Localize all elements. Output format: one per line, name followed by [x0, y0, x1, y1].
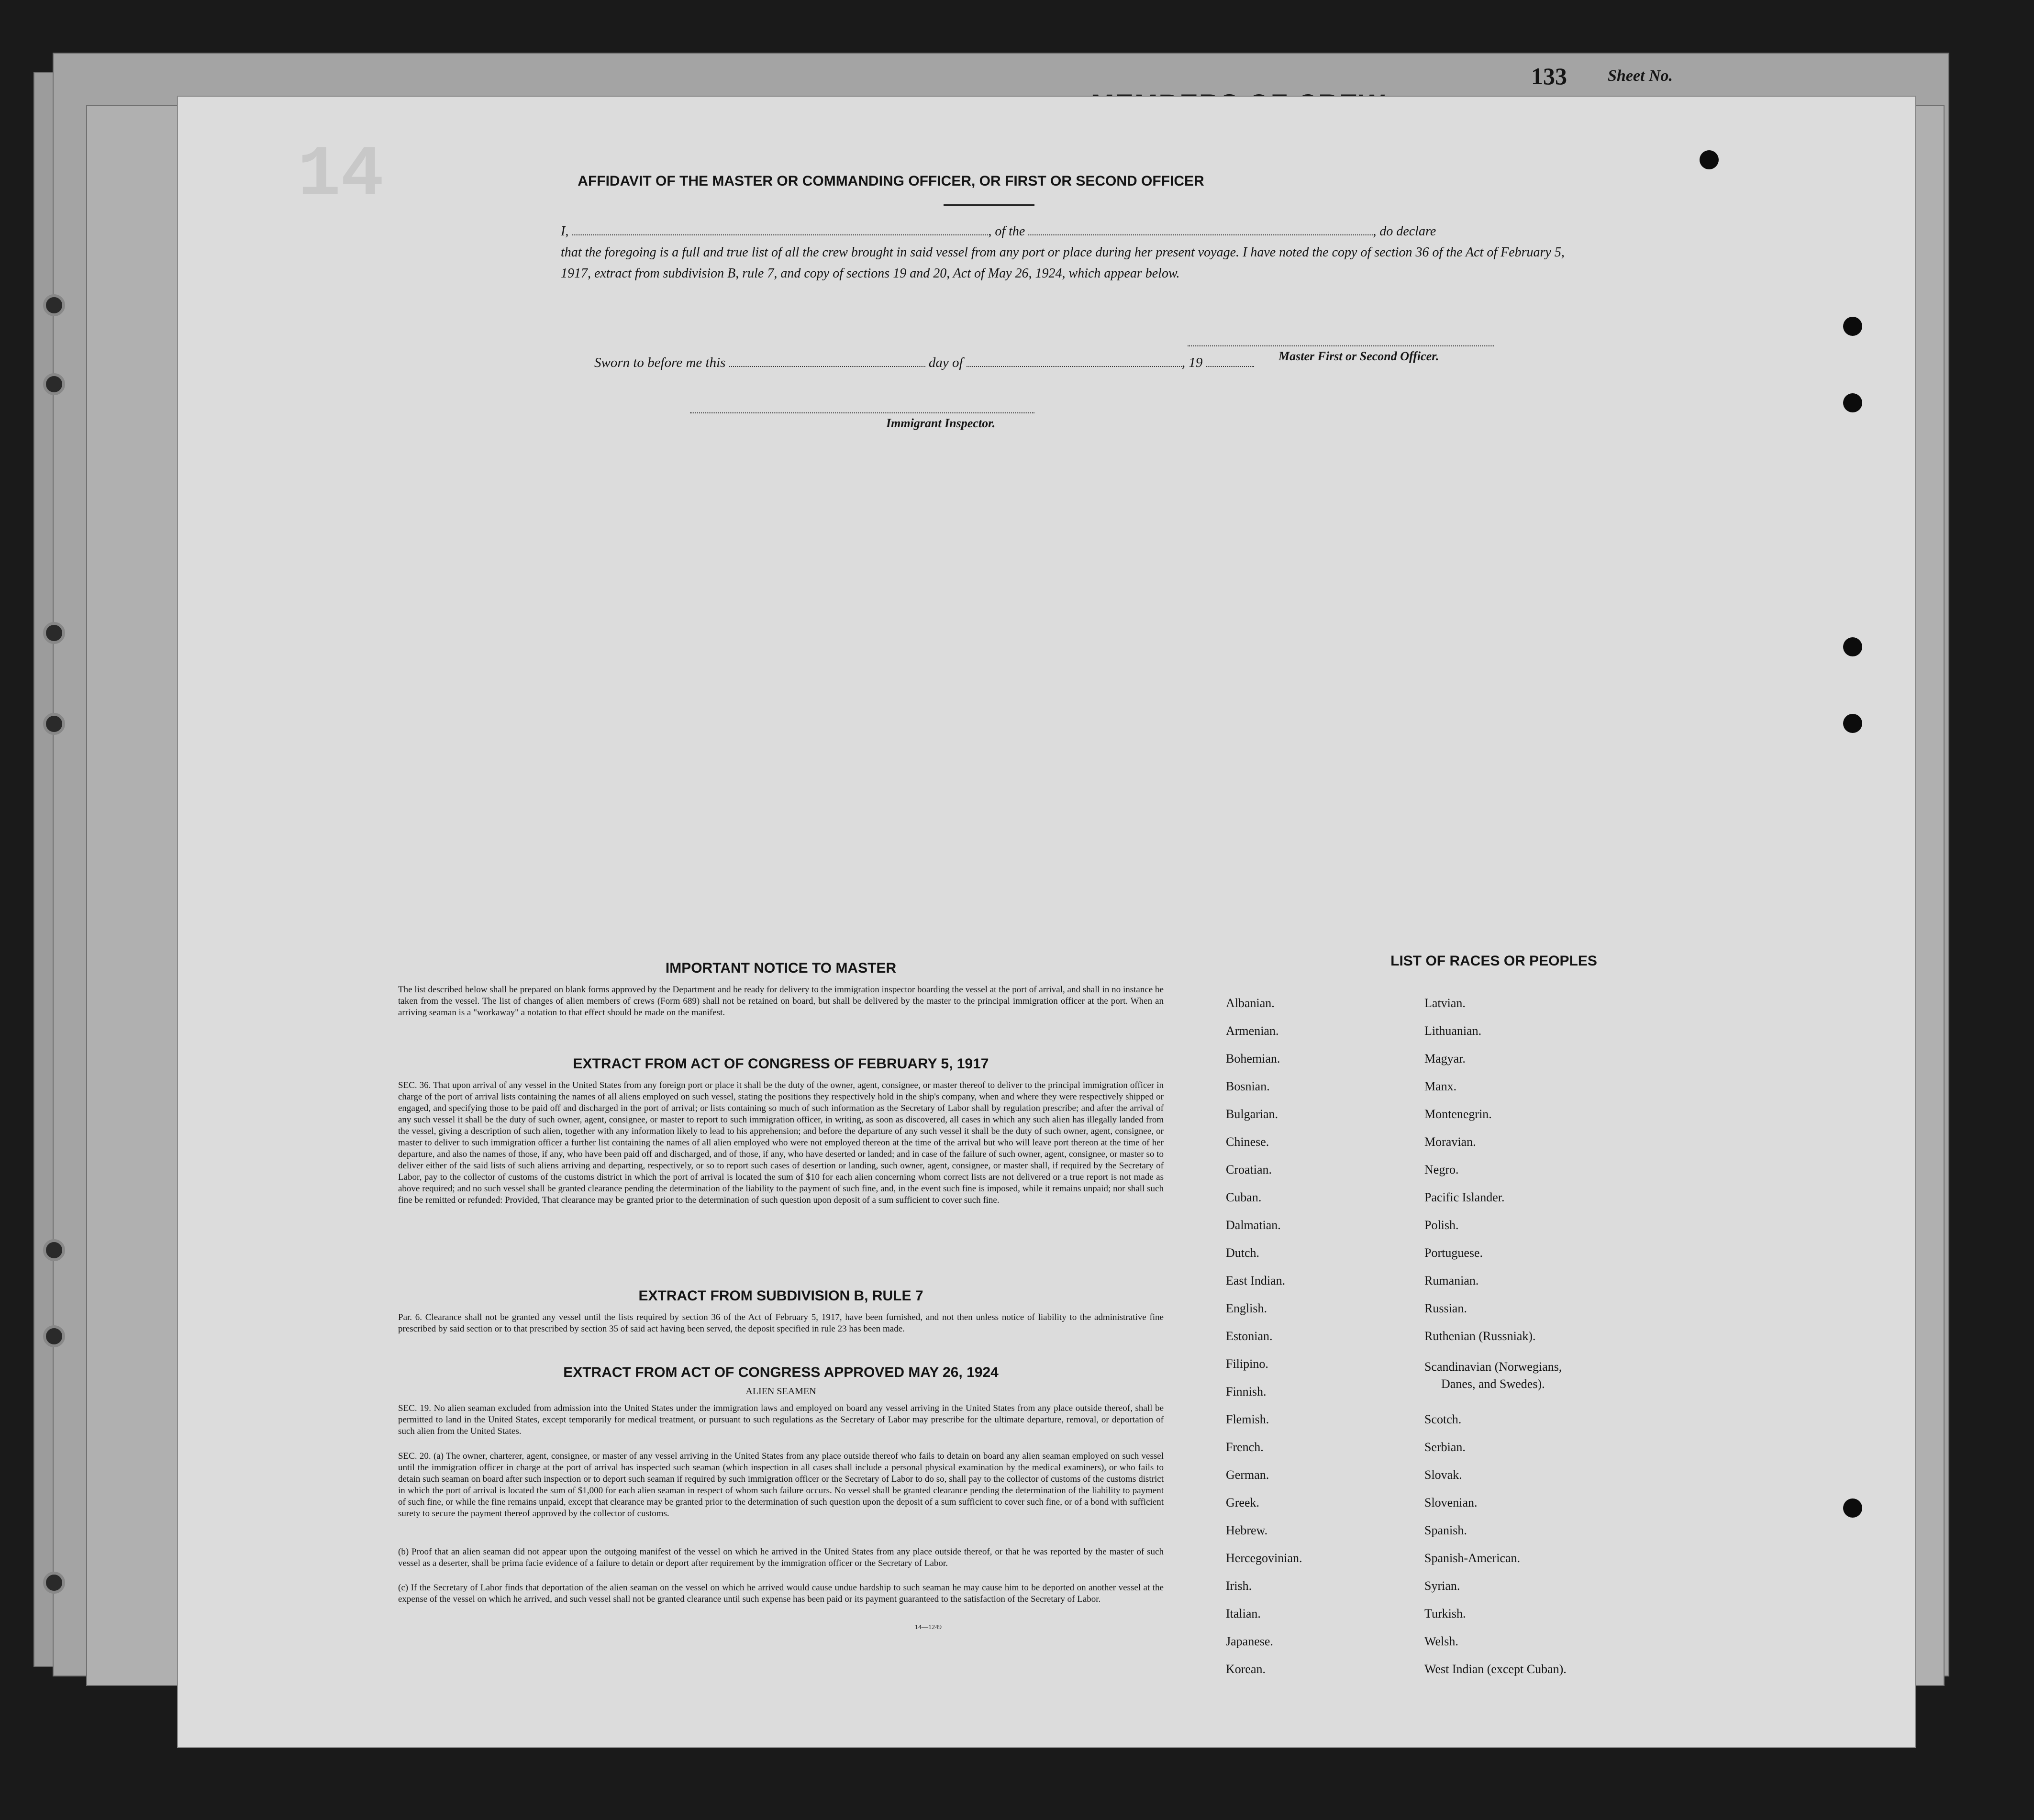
race-item: Turkish.: [1424, 1607, 1466, 1620]
punch-hole: [1843, 637, 1862, 656]
race-item: Estonian.: [1226, 1329, 1273, 1343]
punch-hole: [1843, 317, 1862, 336]
affidavit-title: AFFIDAVIT OF THE MASTER OR COMMANDING OFFICER, OR FIRST OR SECOND OFFICER: [578, 173, 1204, 189]
day-of-label: day of: [928, 355, 963, 370]
race-item: Montenegrin.: [1424, 1107, 1492, 1121]
race-item: Pacific Islander.: [1424, 1190, 1505, 1204]
race-item: Albanian.: [1226, 996, 1275, 1010]
sworn-line: [594, 355, 1254, 371]
race-item: Slovak.: [1424, 1468, 1462, 1482]
race-item: Cuban.: [1226, 1190, 1262, 1204]
notice-text: The list described below shall be prepared on blank forms approved by the Department and be ready for delivery to the immigration inspector boarding the vessel at the port of arrival, and shall in no instance be taken from the vessel. The list of changes of alien members of crews (Form 689) shall not be retained on board, but shall be delivered by the master to the principal immigration officer at the port. When an arriving seaman is a "workaway" a notation to that effect should be made on the manifest.: [398, 985, 1164, 1018]
affidavit-of-the: , of the: [988, 224, 1025, 239]
rule7-title: EXTRACT FROM SUBDIVISION B, RULE 7: [638, 1288, 923, 1304]
sec20c-text: (c) If the Secretary of Labor finds that deportation of the alien seaman on the vessel on which he arrived would cause undue hardship to such seaman he may cause him to be deported on another vessel at the expense of the vessel on which he arrived, and such vessel shall not be granted clearance until such expense has been paid or its payment guaranteed to the satisfaction of the Secretary of Labor.: [398, 1583, 1164, 1604]
race-item: Syrian.: [1424, 1579, 1460, 1593]
year-prefix: , 19: [1181, 355, 1203, 370]
sec19-text: SEC. 19. No alien seaman excluded from admission into the United States under the immigration laws and employed on board any vessel arriving in the United States from any place outside thereof, shall be permitted to land in the United States, except temporarily for medical treatment, or pursuant to such regulations as the Secretary of Labor may prescribe for the ultimate departure, removal, or deportation of such alien from the United States.: [398, 1403, 1164, 1436]
race-item: Portuguese.: [1424, 1246, 1483, 1260]
stamped-number: 14: [298, 135, 384, 216]
punch-hole: [1843, 393, 1862, 412]
vessel-blank: [1028, 234, 1373, 235]
extract-1924-title: EXTRACT FROM ACT OF CONGRESS APPROVED MAY 26, 1924: [563, 1365, 999, 1380]
race-item: Hebrew.: [1226, 1523, 1268, 1537]
race-item: German.: [1226, 1468, 1269, 1482]
race-item: Hercegovinian.: [1226, 1551, 1302, 1565]
sworn-blank: [729, 366, 925, 367]
binder-hole: [43, 1325, 65, 1347]
page-number: 133: [1531, 63, 1567, 89]
races-title: LIST OF RACES OR PEOPLES: [1390, 953, 1597, 969]
race-item: Korean.: [1226, 1662, 1266, 1676]
race-item: Bulgarian.: [1226, 1107, 1278, 1121]
race-item: Negro.: [1424, 1163, 1459, 1176]
punch-hole: [1843, 1498, 1862, 1518]
sheet-number-label: Sheet No.: [1608, 67, 1673, 85]
race-item: Dalmatian.: [1226, 1218, 1281, 1232]
race-item: Danes, and Swedes).: [1441, 1377, 1545, 1391]
race-item: English.: [1226, 1301, 1267, 1315]
race-item: Magyar.: [1424, 1052, 1466, 1065]
inspector-signature-line: [690, 412, 1034, 413]
race-item: Scandinavian (Norwegians,: [1424, 1360, 1562, 1374]
race-item: Russian.: [1424, 1301, 1467, 1315]
race-item: Finnish.: [1226, 1385, 1267, 1398]
race-item: Filipino.: [1226, 1357, 1268, 1371]
binder-hole: [43, 1572, 65, 1594]
race-item: Dutch.: [1226, 1246, 1260, 1260]
race-item: Greek.: [1226, 1496, 1260, 1509]
punch-hole: [1843, 714, 1862, 733]
race-item: Chinese.: [1226, 1135, 1269, 1149]
name-blank: [572, 234, 988, 235]
race-item: Rumanian.: [1424, 1274, 1479, 1287]
notice-title: IMPORTANT NOTICE TO MASTER: [665, 960, 897, 976]
sworn-label: Sworn to before me this: [594, 355, 726, 370]
affidavit-body: that the foregoing is a full and true list of all the crew brought in said vessel from any port or place during her present voyage. I have noted the copy of section 36 of the Act of February 5, 1917, extract from subdivision B, rule 7, and copy of sections 19 and 20, Act of May 26, 1924, which appear below.: [561, 245, 1565, 281]
race-item: Latvian.: [1424, 996, 1466, 1010]
rule7-text: Par. 6. Clearance shall not be granted any vessel until the lists required by section 36 of the Act of February 5, 1917, have been furnished, and not then unless notice of liability to the administrative fine prescribed by said section or to that prescribed by section 35 of said act having been served, the deposit specified in rule 23 has been made.: [398, 1312, 1164, 1334]
binder-hole: [43, 713, 65, 735]
race-item: Irish.: [1226, 1579, 1252, 1593]
race-item: Manx.: [1424, 1079, 1457, 1093]
year-blank: [1206, 366, 1254, 367]
inspector-caption: Immigrant Inspector.: [886, 416, 996, 430]
race-item: Serbian.: [1424, 1440, 1466, 1454]
race-item: Bosnian.: [1226, 1079, 1270, 1093]
race-item: Spanish.: [1424, 1523, 1467, 1537]
race-item: Japanese.: [1226, 1634, 1273, 1648]
race-item: Slovenian.: [1424, 1496, 1478, 1509]
master-signature-line: [1188, 345, 1494, 346]
affidavit-i-label: I,: [561, 224, 569, 239]
binder-hole: [43, 294, 65, 316]
race-item: Scotch.: [1424, 1412, 1462, 1426]
extract-1924-subtitle: ALIEN SEAMEN: [745, 1386, 816, 1397]
race-item: East Indian.: [1226, 1274, 1286, 1287]
race-item: Moravian.: [1424, 1135, 1476, 1149]
form-number: 14—1249: [915, 1624, 942, 1631]
sec20a-text: SEC. 20. (a) The owner, charterer, agent, consignee, or master of any vessel arriving in the United States from any place outside thereof who fails to detain on board any alien seaman employed on such vessel until the immigration officer in charge at the port of arrival has inspected such seaman (which inspection in all cases shall include a personal physical examination by the medical examiners), or who fails to detain such seaman on board after such inspection or to deport such seaman if required by such immigration officer or the Secretary of Labor to do so, shall pay to the collector of customs of the customs district in which the port of arrival is located the sum of $1,000 for each alien seaman in respect of whom such failure occurs. No vessel shall be granted clearance pending the determination of the liability to payment of such fine, or while the fine remains unpaid, except that clearance may be granted prior to the determination of such question upon the deposit of a sum sufficient to cover such fine, or of a bond with sufficient surety to secure the payment thereof approved by the collector of customs.: [398, 1451, 1164, 1519]
affidavit-text: [561, 221, 1580, 284]
extract-1917-title: EXTRACT FROM ACT OF CONGRESS OF FEBRUARY 5, 1917: [573, 1056, 989, 1072]
binder-hole: [43, 1239, 65, 1261]
manifest-back-sheet: [177, 96, 1916, 1748]
sec20b-text: (b) Proof that an alien seaman did not appear upon the outgoing manifest of the vessel on which he arrived in the United States from any place outside thereof, or that he was reported by the master of such vessel as a deserter, shall be prima facie evidence of a failure to detain or deport after requirement by the immigration officer or the Secretary of Labor.: [398, 1547, 1164, 1568]
month-blank: [967, 366, 1182, 367]
race-item: Bohemian.: [1226, 1052, 1280, 1065]
affidavit-do-declare: , do declare: [1373, 224, 1436, 239]
master-caption: Master First or Second Officer.: [1278, 349, 1439, 363]
punch-hole: [1700, 150, 1719, 169]
race-item: Armenian.: [1226, 1024, 1279, 1038]
race-item: Italian.: [1226, 1607, 1261, 1620]
binder-hole: [43, 373, 65, 395]
race-item: West Indian (except Cuban).: [1424, 1662, 1567, 1676]
race-item: Flemish.: [1226, 1412, 1269, 1426]
race-item: Polish.: [1424, 1218, 1459, 1232]
race-item: Ruthenian (Russniak).: [1424, 1329, 1536, 1343]
race-item: Welsh.: [1424, 1634, 1458, 1648]
race-item: Spanish-American.: [1424, 1551, 1521, 1565]
extract-1917-text: SEC. 36. That upon arrival of any vessel in the United States from any foreign port or place it shall be the duty of the owner, agent, consignee, or master thereof to deliver to the principal immigration officer in charge of the port of arrival lists containing the names of all aliens employed on such vessel, stating the positions they respectively hold in the ship's company, when and where they were respectively shipped or engaged, and specifying those to be paid off and discharged in the port of arrival; or lists containing so much of such information as the Secretary of Labor shall by regulation prescribe; and after the arrival of any such vessel it shall be the duty of such owner, agent, consignee, or master to report to such immigration officer, in writing, as soon as discovered, all cases in which any such alien has illegally landed from the vessel, giving a description of such alien, together with any information likely to lead to his apprehension; and before the departure of any such vessel it shall be the duty of such owner, agent, consignee, or master to deliver to such immigration officer a further list containing the names of all alien employed who were not employed thereon at the time of the arrival but who will leave port thereon at the time of her departure, and also the names of those, if any, who have been paid off and discharged, and of those, if any, who have deserted or landed; and in case of the failure of such owner, agent, consignee, or master so to deliver either of the said lists of such aliens arriving and departing, respectively, or so to report such cases of desertion or landing, such owner, agent, consignee, or master shall, if required by the Secretary of Labor, pay to the collector of customs of the customs district in which the port of arrival is located the sum of $10 for each alien concerning whom correct lists are not delivered or a true report is not made as above required; and no such vessel shall be granted clearance pending the determination of the liability to the payment of such fine, and, in the event such fine is imposed, while it remains unpaid; nor shall such fine be remitted or refunded: Provided, That clearance may be granted prior to the determination of such question upon deposit of a sum sufficient to cover such fine.: [398, 1080, 1164, 1205]
binder-hole: [43, 622, 65, 644]
race-item: French.: [1226, 1440, 1264, 1454]
title-rule: [944, 204, 1034, 206]
race-item: Croatian.: [1226, 1163, 1272, 1176]
race-item: Lithuanian.: [1424, 1024, 1482, 1038]
